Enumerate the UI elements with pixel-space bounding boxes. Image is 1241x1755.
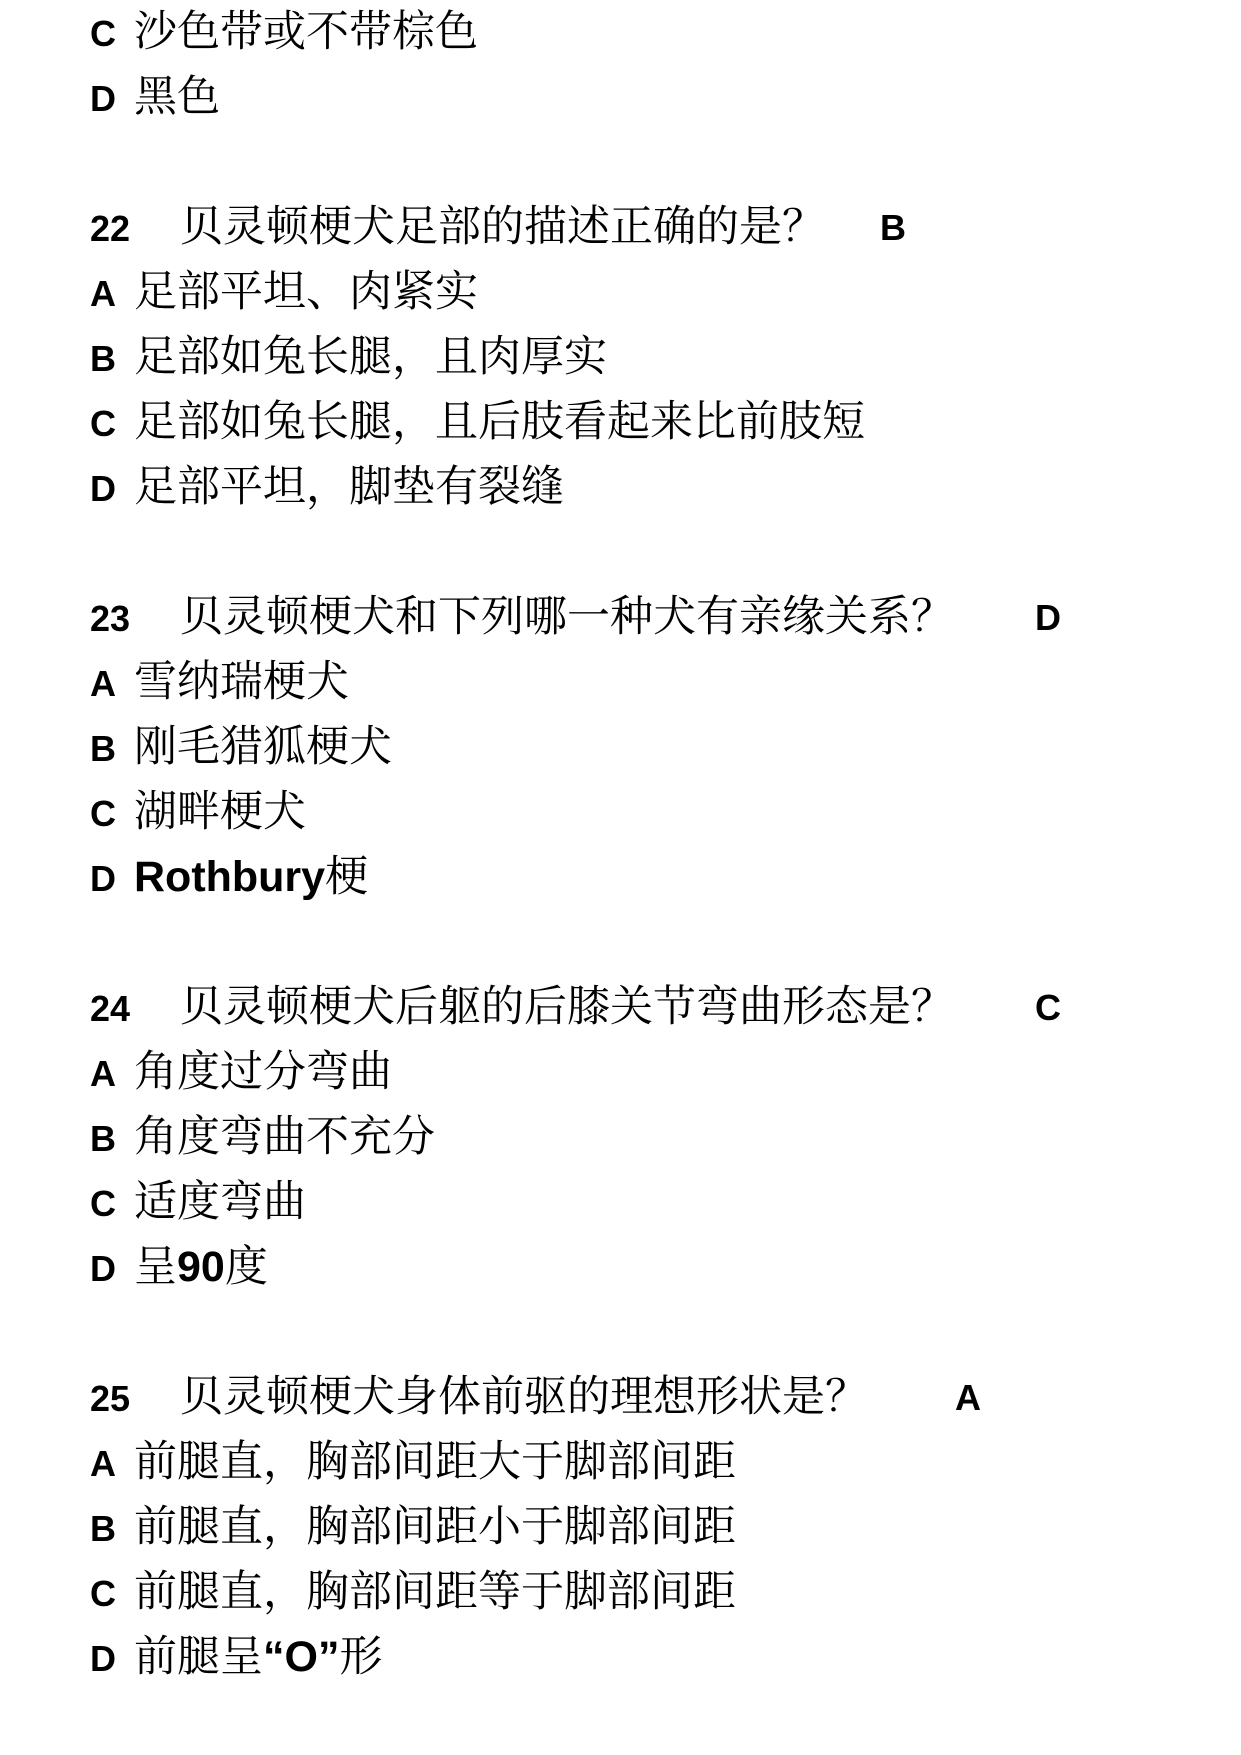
option-letter: B [90, 728, 116, 769]
question-answer: C [1035, 987, 1061, 1028]
option-text: 角度弯曲不充分 [134, 1112, 435, 1162]
option-b [90, 1495, 1190, 1560]
option-text: 形 [339, 1632, 383, 1682]
option-text: 足部平坦、肉紧实 [134, 267, 478, 317]
option-d [90, 1235, 1190, 1300]
option-text: 雪纳瑞梗犬 [134, 657, 349, 707]
question-text: 贝灵顿梗犬和下列哪一种犬有亲缘关系？ [180, 592, 954, 642]
option-c [90, 1170, 1190, 1235]
option-a [90, 1040, 1190, 1105]
option-text-pre: 前腿呈 [134, 1632, 263, 1682]
option-text: 刚毛猎狐梗犬 [134, 722, 392, 772]
option-letter: C [90, 1573, 116, 1614]
option-letter: C [90, 13, 116, 54]
option-c [90, 780, 1190, 845]
option-letter: D [90, 1638, 116, 1679]
question-number: 24 [90, 988, 131, 1029]
option-letter: C [90, 1183, 116, 1224]
option-d [90, 845, 1190, 910]
option-letter: B [90, 338, 116, 379]
option-text: 湖畔梗犬 [134, 787, 306, 837]
option-text: 角度过分弯曲 [134, 1047, 392, 1097]
question-text: 贝灵顿梗犬后躯的后膝关节弯曲形态是？ [180, 982, 954, 1032]
option-b [90, 1105, 1190, 1170]
option-text: 前腿直，胸部间距等于脚部间距 [134, 1567, 736, 1617]
option-text: 足部如兔长腿，且肉厚实 [134, 332, 607, 382]
option-letter: B [90, 1508, 116, 1549]
option-letter: D [90, 78, 116, 119]
option-b [90, 325, 1190, 390]
option-text-latin: 90 [177, 1243, 225, 1291]
option-text-latin: “O” [263, 1633, 340, 1681]
question-text: 贝灵顿梗犬足部的描述正确的是？ [180, 202, 825, 252]
option-text: 足部如兔长腿，且后肢看起来比前肢短 [134, 397, 865, 447]
option-c-q21 [90, 0, 1190, 65]
question-text: 贝灵顿梗犬身体前驱的理想形状是？ [180, 1372, 868, 1422]
option-letter: A [90, 1443, 116, 1484]
option-d [90, 455, 1190, 520]
option-a [90, 1430, 1190, 1495]
option-d-q21 [90, 65, 1190, 130]
option-letter: A [90, 663, 116, 704]
question-answer: B [880, 207, 906, 248]
option-b [90, 715, 1190, 780]
option-c [90, 1560, 1190, 1625]
option-text: 沙色带或不带棕色 [134, 7, 478, 57]
question-23 [90, 585, 1190, 650]
option-text: 梗 [325, 852, 369, 902]
option-text: 黑色 [134, 72, 220, 122]
option-d [90, 1625, 1190, 1690]
option-text: 前腿直，胸部间距小于脚部间距 [134, 1502, 736, 1552]
option-c [90, 390, 1190, 455]
question-answer: A [955, 1377, 981, 1418]
option-letter: C [90, 403, 116, 444]
question-22 [90, 195, 1190, 260]
option-text-pre: 呈 [134, 1242, 177, 1292]
question-number: 23 [90, 598, 131, 639]
question-24 [90, 975, 1190, 1040]
option-letter: A [90, 1053, 116, 1094]
question-number: 22 [90, 208, 131, 249]
option-text: 足部平坦，脚垫有裂缝 [134, 462, 564, 512]
option-letter: D [90, 858, 116, 899]
option-letter: D [90, 1248, 116, 1289]
question-answer: D [1035, 597, 1061, 638]
option-letter: B [90, 1118, 116, 1159]
option-a [90, 260, 1190, 325]
option-text: 适度弯曲 [134, 1177, 306, 1227]
option-letter: C [90, 793, 116, 834]
option-text-latin: Rothbury [134, 853, 326, 901]
option-letter: D [90, 468, 116, 509]
document-page [90, 0, 1190, 1690]
option-letter: A [90, 273, 116, 314]
option-text: 度 [224, 1242, 268, 1292]
question-number: 25 [90, 1378, 131, 1419]
option-a [90, 650, 1190, 715]
option-text: 前腿直，胸部间距大于脚部间距 [134, 1437, 736, 1487]
question-25 [90, 1365, 1190, 1430]
